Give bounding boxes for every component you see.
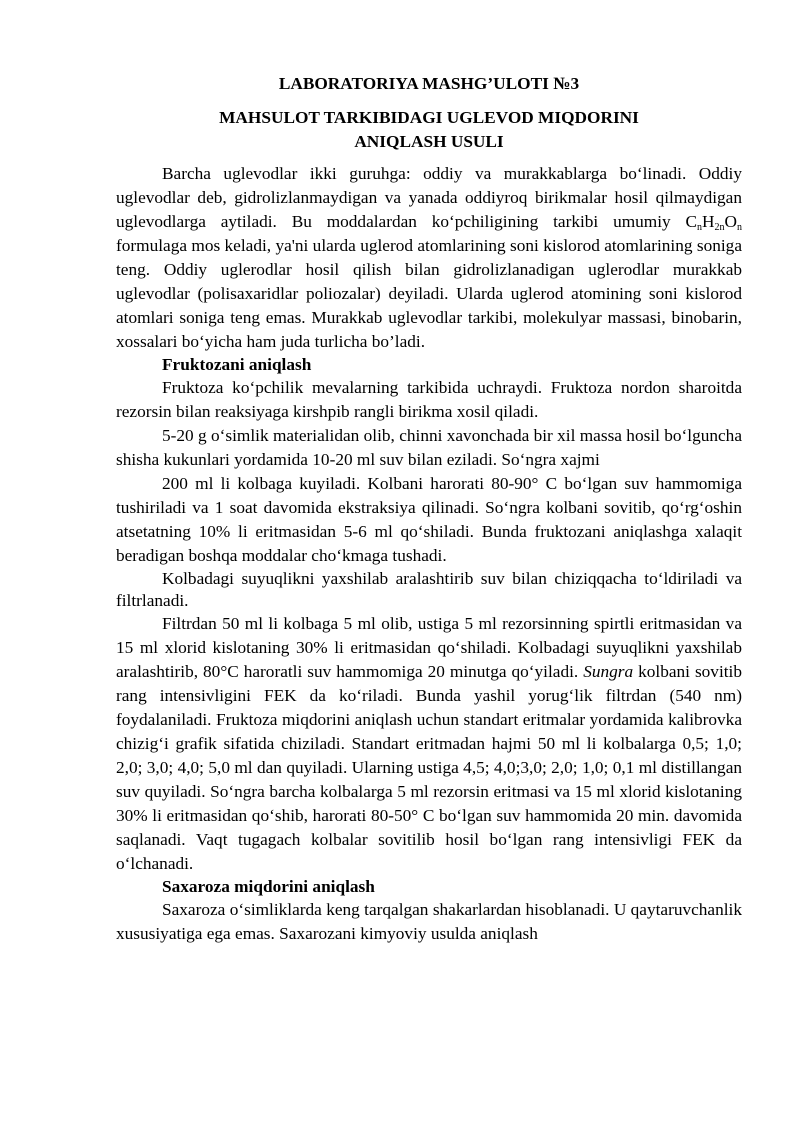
document-page (116, 72, 742, 946)
document-subtitle-line2: ANIQLASH USULI (354, 132, 504, 151)
fructose-paragraph-4: Kolbadagi suyuqlikni yaxshilab aralashtirib suv bilan chiziqqacha to‘ldiriladi va filtrlanadi. (116, 569, 742, 610)
fructose-p5-text-a: Filtrdan 50 ml li kolbaga 5 ml olib, ustiga 5 ml rezorsinning spirtli eritmasidan va 15 ml xlorid kislotaning 30% li eritmasidan qo‘shiladi. Kolbadagi suyuqlikni yaxshilab aralashtirib, 80°C haroratli suv hammomiga 20 minutga qo‘yiladi. (116, 614, 742, 681)
document-subtitle-line1: MAHSULOT TARKIBIDAGI UGLEVOD MIQDORINI (219, 108, 639, 127)
formula-oxygen: O (724, 212, 737, 231)
fructose-paragraph-2: 5-20 g o‘simlik materialidan olib, chinni xavonchada bir xil massa hosil bo‘lguncha shisha kukunlari yordamida 10-20 ml suv bilan eziladi. So‘ngra xajmi (116, 426, 742, 469)
formula-hydrogen: H (702, 212, 715, 231)
document-title: LABORATORIYA MASHG’ULOTI №3 (278, 74, 580, 93)
sucrose-paragraph-1: Saxaroza o‘simliklarda keng tarqalgan shakarlardan hisoblanadi. U qaytaruvchanlik xususiyatiga ega emas. Saxarozani kimyoviy usulda aniqlash (116, 900, 742, 943)
intro-text-part2: formulaga mos keladi, ya'ni ularda uglerod atomlarining soni kislorod atomlarining soniga teng. Oddiy uglerodlar hosil qilish bilan gidrolizlanadigan uglerodlar murakkab uglevodlar (polisaxaridlar poliozalar) deyiladi. Ularda uglerod atomining soni kislorod atomlari soniga teng emas. Murakkab uglevodlar tarkibi, molekulyar massasi, binobarin, xossalari bo‘yicha ham juda turlicha bo’ladi. (116, 236, 742, 351)
formula-subscript-n1: n (697, 222, 703, 233)
fructose-paragraph-1: Fruktoza ko‘pchilik mevalarning tarkibida uchraydi. Fruktoza nordon sharoitda rezorsin bilan reaksiyaga kirshpib rangli birikma xosil qiladi. (116, 378, 742, 421)
formula-subscript-2n: 2n (714, 222, 725, 233)
intro-text-part1: Barcha uglevodlar ikki guruhga: oddiy va murakkablarga bo‘linadi. Oddiy uglevodlar deb, gidrolizlanmaydigan va yanada oddiyroq birikmalar hosil qilmaydigan uglevodlarga aytiladi. Bu moddalardan ko‘pchiligining tarkibi umumiy C (116, 164, 742, 231)
section-heading-sucrose: Saxaroza miqdorini aniqlash (162, 877, 375, 896)
fructose-p5-text-b: kolbani sovitib rang intensivligini FEK da ko‘riladi. Bunda yashil yorug‘lik filtrdan (540 nm) foydalaniladi. Fruktoza miqdorini aniqlash uchun standart eritmalar yordamida kalibrovka chizig‘i grafik sifatida chiziladi. Standart eritmadan hajmi 50 ml li kolbalarga 0,5; 1,0; 2,0; 3,0; 4,0; 5,0 ml dan quyiladi. Ularning ustiga 4,5; 4,0;3,0; 2,0; 1,0; 0,1 ml distillangan suv quyiladi. So‘ngra barcha kolbalarga 5 ml rezorsin eritmasi va 15 ml xlorid kislotaning 30% li eritmasidan qo‘shib, harorati 80-50° C bo‘lgan suv hammomida 20 min. davomida saqlanadi. Vaqt tugagach kolbalar sovitilib hosil bo‘lgan rang intensivligi FEK da o‘lchanadi. (116, 662, 742, 873)
intro-paragraph (116, 162, 742, 354)
formula-subscript-n2: n (737, 222, 742, 233)
section-heading-fructose: Fruktozani aniqlash (162, 355, 312, 374)
fructose-paragraph-3: 200 ml li kolbaga kuyiladi. Kolbani harorati 80-90° C bo‘lgan suv hammomiga tushiriladi va 1 soat davomida ekstraksiya qilinadi. So‘ngra kolbani sovitib, qo‘rg‘oshin atsetatning 10% li eritmasidan 5-6 ml qo‘shiladi. Bunda fruktozani aniqlashga xalaqit beradigan boshqa moddalar cho‘kmaga tushadi. (116, 474, 742, 565)
fructose-paragraph-5 (116, 612, 742, 876)
fructose-p5-italic: Sungra (583, 662, 634, 681)
